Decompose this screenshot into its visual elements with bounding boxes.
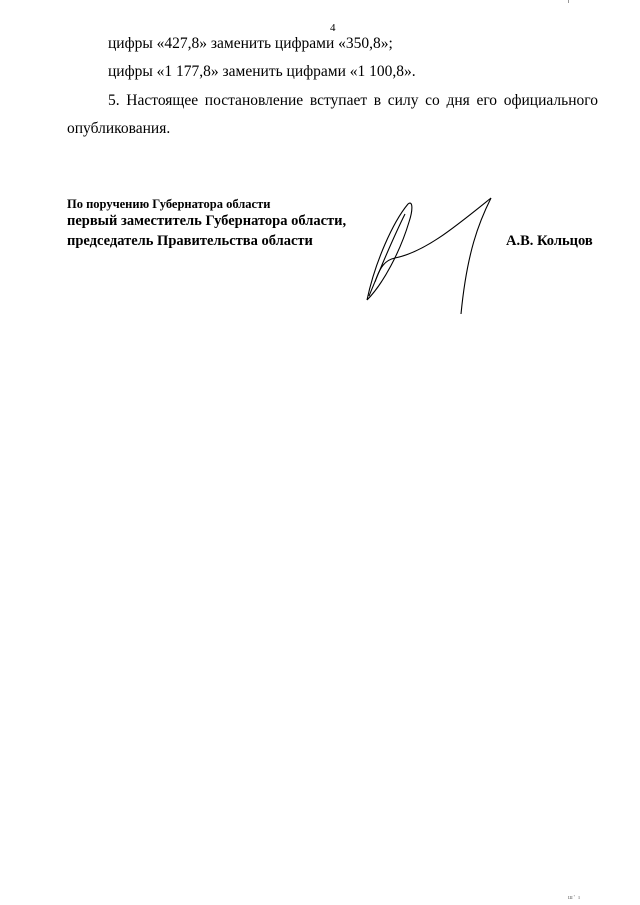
signatory-title-line-1: первый заместитель Губернатора области,	[67, 213, 347, 229]
footer-scan-mark: ш' ı	[568, 895, 581, 901]
page-number: 4	[330, 22, 336, 34]
body-line-1: цифры «427,8» заменить цифрами «350,8»;	[108, 35, 393, 52]
handwritten-signature-icon	[355, 192, 505, 322]
paragraph-5-line-1: 5. Настоящее постановление вступает в силу со дня его официального	[108, 92, 598, 109]
signatory-name: А.В. Кольцов	[506, 233, 593, 249]
signatory-title-line-2: председатель Правительства области	[67, 233, 313, 249]
signature-authority-line: По поручению Губернатора области	[67, 197, 271, 211]
body-line-2: цифры «1 177,8» заменить цифрами «1 100,8».	[108, 63, 416, 80]
paragraph-5-line-2: опубликования.	[67, 120, 171, 137]
scan-mark	[568, 0, 569, 3]
